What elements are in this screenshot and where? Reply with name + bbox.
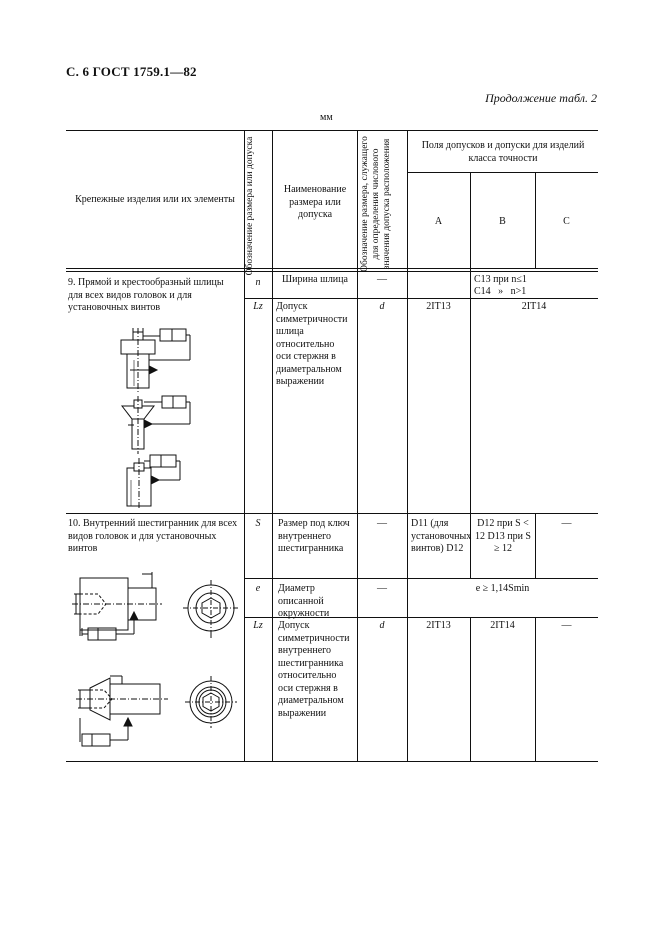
row9-item: 9. Прямой и крестообразный шлицы для всех видов головок и для установочных винтов [68,277,224,313]
cylinder-head-slot-figure [121,328,190,392]
row10-e-name: Диаметр описанной окружности [278,583,330,619]
row10-e-class-abc: e ≥ 1,14Smin [475,583,530,594]
header-tolerance-group: Поля допусков и допуски для изделий класса точности [421,140,585,164]
row10-lz-class-c: — [561,620,572,631]
row9-n-tolerance-2: C14 » n>1 [474,286,527,297]
row10-s-name: Размер под ключ внутреннего шестигранника [278,518,350,554]
row10-item: 10. Внутренний шестигранник для всех видов головок и для установочных винтов [68,518,238,554]
cylinder-head-hex-end-view [183,580,239,638]
set-screw-slot-figure [127,455,180,509]
header-class-a: A [434,216,443,227]
row10-lz-symbol: Lz [253,620,263,631]
unit-label: мм [320,112,333,123]
header-name: Наименование размера или допуска [283,184,347,220]
row10-e-ref: — [377,583,387,594]
recess-head-hex-end-view [185,676,237,728]
row10-lz-class-a: 2IT13 [426,620,451,631]
header-class-c: C [563,216,570,227]
row9-n-tolerance-1: C13 при n≤1 [474,274,527,285]
row10-s-symbol: S [255,518,261,529]
row9-lz-class-bc: 2IT14 [521,301,547,312]
slot-drawings [100,320,210,510]
header-reference: Обозначение размера, служащего для определения числового значения допуска расположения [360,136,392,272]
page-header: С. 6 ГОСТ 1759.1—82 [66,64,197,79]
row9-n-name: Ширина шлица [282,274,348,285]
row10-s-class-c: — [561,518,572,529]
row10-s-ref: — [377,518,387,529]
header-symbol: Обозначение размера или допуска [245,136,255,276]
row9-lz-ref: d [379,301,385,312]
table-continuation: Продолжение табл. 2 [485,91,597,105]
row10-lz-class-b: 2IT14 [490,620,515,631]
row9-lz-name: Допуск симметричности шлица относительно оси стержня в диаметральном выражении [276,301,348,387]
row10-s-class-b: D12 при S < 12 D13 при S ≥ 12 [475,518,531,554]
row9-n-ref: — [377,274,387,285]
row9-n-symbol: n [255,277,261,288]
row10-s-class-a: D11 (для установочных винтов) D12 [411,518,472,554]
row9-lz-symbol: Lz [253,301,263,312]
cylinder-head-hex-figure [72,572,162,640]
row9-lz-class-a: 2IT13 [426,301,451,312]
row10-lz-ref: d [379,620,385,631]
row10-e-symbol: e [255,583,261,594]
recess-head-hex-figure [76,676,168,746]
countersunk-head-slot-figure [122,396,190,454]
header-class-b: B [499,216,506,227]
header-fasteners: Крепежные изделия или их элементы [75,194,235,205]
hex-socket-drawings [68,566,244,761]
row10-lz-name: Допуск симметричности внутреннего шестигранника относительно оси стержня в диаметральном выражении [278,620,350,719]
